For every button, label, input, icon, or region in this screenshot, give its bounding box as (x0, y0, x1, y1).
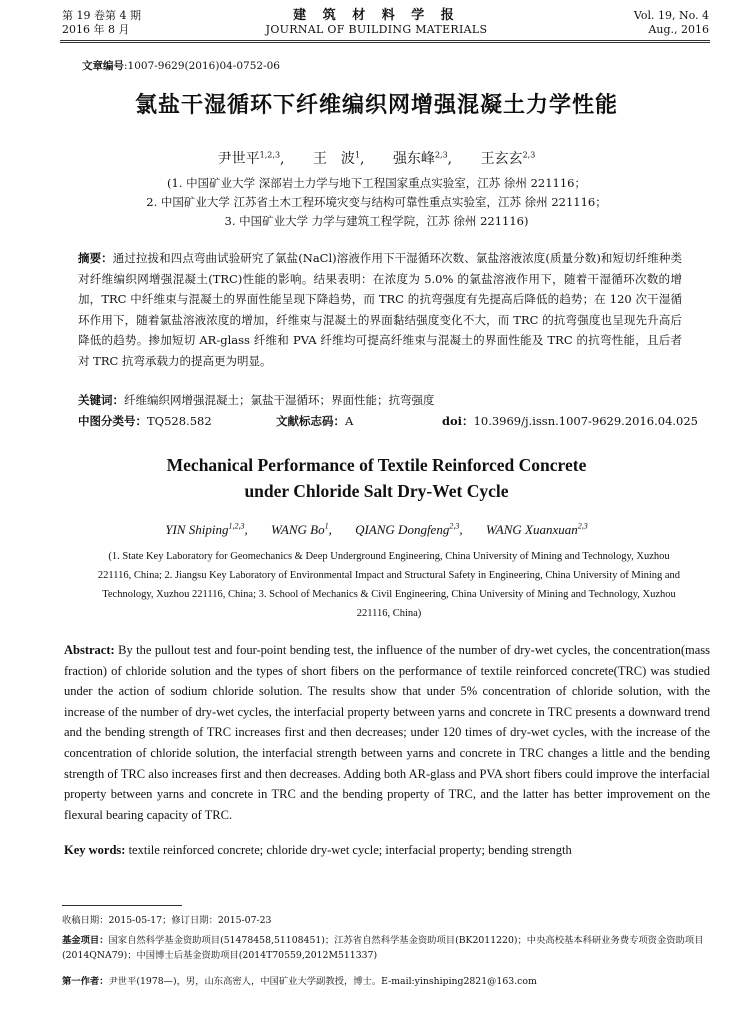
affiliation-cn-1: (1. 中国矿业大学 深部岩土力学与地下工程国家重点实验室，江苏 徐州 221116； (167, 176, 586, 190)
journal-name-cn: 建 筑 材 料 学 报 (293, 8, 460, 23)
keywords-cn (78, 392, 698, 408)
footnote-rule (62, 905, 182, 906)
abstract-cn-text: 通过拉拔和四点弯曲试验研究了氯盐(NaCl)溶液作用下干湿循环次数、氯盐溶液浓度(质量分数)和短切纤维种类对纤维编织网增强混凝土(TRC)性能的影响。结果表明：在浓度为 5.0% 的氯盐溶液作用下，随着干湿循环次数的增加，TRC 中纤维束与混凝土的界面性能呈现下降趋势，而 TRC 的抗弯强度有先提高后降低的趋势；在 120 次干湿循环作用下，随着氯盐溶液浓度的增加，纤维束与混凝土的界面黏结强度变化不大，而 TRC 的抗弯强度也呈现先升高后降低的趋势。掺加短切 AR-glass 纤维和 PVA 纤维均可提高纤维束与混凝土的界面性能及 TRC 的抗弯性能，且后者对 TRC 抗弯承载力的提高更为明显。 (78, 251, 682, 368)
keywords-en (64, 843, 710, 858)
header-rule (60, 40, 710, 41)
running-header-right (634, 9, 709, 37)
article-number (82, 58, 280, 73)
title-en (0, 452, 753, 504)
author-en: YIN Shiping$^{1,2,3}$, (165, 522, 248, 538)
fund-text: 国家自然科学基金资助项目(51478458,51108451)；江苏省自然科学基金资助项目(BK2011220)；中央高校基本科研业务费专项资金资助项目(2014QNA79)；中国博士后基金资助项目(2014T70559,2012M511337) (62, 935, 704, 961)
affiliations-en: (1. State Key Laboratory for Geomechanics & Deep Underground Engineering, China University of Mining and Technology, Xuzhou 221116, China; 2. Jiangsu Key Laboratory of Environmental Impact and Structural Safety in Engineering, China University of Mining and Technology, Xuzhou 221116, China; 3. School of Mechanics & Civil Engineering, China University of Mining and Technology, Xuzhou 221116, China) (97, 551, 681, 619)
author-cn: 王玄玄$^{2,3}$ (480, 150, 536, 167)
date-cn: 2016 年 8 月 (62, 23, 130, 36)
author-en: WANG Bo$^1$, (270, 522, 332, 538)
volume-issue-en: Vol. 19, No. 4 (633, 9, 709, 22)
author-cn: 尹世平$^{1,2,3}$, (217, 150, 285, 167)
abstract-en (64, 640, 710, 825)
document-code: 文献标志码：A (276, 414, 354, 428)
title-en-line-1: Mechanical Performance of Textile Reinforced Concrete (166, 455, 587, 475)
affiliation-cn-2: 2. 中国矿业大学 江苏省土木工程环境灾变与结构可靠性重点实验室，江苏 徐州 221116； (146, 195, 607, 209)
authors-cn (0, 148, 753, 168)
abstract-cn-label: 摘要： (78, 251, 113, 265)
article-number-value: :1007-9629(2016)04-0752-06 (124, 60, 280, 72)
title-cn: 氯盐干湿循环下纤维编织网增强混凝土力学性能 (134, 92, 618, 118)
footnote-received: 收稿日期：2015-05-17；修订日期：2015-07-23 (62, 915, 272, 926)
clc-code: 中图分类号：TQ528.582 (78, 414, 212, 428)
abstract-en-text: By the pullout test and four-point bending test, the influence of the number of dry-wet cycles, the concentration(mass fraction) of chloride solution and the types of short fibers on the performance of textile reinforced concrete(TRC) was studied under the action of sodium chloride solution. The results show that under 5% concentration of chloride solution, with the increase of the number of dry-wet cycles, the interfacial property between yarns and concrete in TRC presents a downward trend and the bending strength of TRC increases first and then decreases; under 120 times of dry-wet cycles, with the increase of the concentration of chloride solution, the interfacial strength between yarns and concrete in TRC changes a little and the bending strength of TRC also increases first and then decreases. Adding both AR-glass and PVA short fibers could improve the interfacial property between yarns and concrete in TRC and the bending property of TRC, and the latter has better improvement on the flexural bearing capacity of TRC. (64, 643, 710, 822)
keywords-en-text: textile reinforced concrete; chloride dry-wet cycle; interfacial property; bending strength (125, 843, 572, 857)
author-label: 第一作者： (62, 976, 109, 987)
authors-en (0, 522, 753, 538)
keywords-en-label: Key words: (64, 843, 126, 857)
article-number-label: 文章编号 (82, 60, 124, 72)
footnote-fund (62, 933, 712, 963)
abstract-en-label: Abstract: (64, 643, 115, 657)
volume-issue-cn: 第 19 卷第 4 期 (62, 9, 141, 22)
author-text: 尹世平(1978—)，男，山东高密人，中国矿业大学副教授，博士。E-mail:yinshiping2821@163.com (108, 976, 537, 987)
author-cn: 强东峰$^{2,3}$, (392, 150, 453, 167)
journal-name-en: JOURNAL OF BUILDING MATERIALS (265, 23, 488, 36)
date-en: Aug., 2016 (648, 23, 709, 36)
abstract-cn (78, 248, 682, 371)
doi: doi：10.3969/j.issn.1007-9629.2016.04.025 (441, 414, 698, 428)
keywords-cn-label: 关键词： (78, 393, 124, 407)
keywords-cn-text: 纤维编织网增强混凝土；氯盐干湿循环；界面性能；抗弯强度 (124, 393, 435, 407)
affiliation-cn-3: 3. 中国矿业大学 力学与建筑工程学院，江苏 徐州 221116) (224, 214, 529, 228)
author-en: QIANG Dongfeng$^{2,3}$, (355, 522, 463, 538)
author-en: WANG Xuanxuan$^{2,3}$ (485, 522, 588, 538)
fund-label: 基金项目： (62, 935, 109, 946)
title-en-line-2: under Chloride Salt Dry-Wet Cycle (244, 481, 509, 501)
header-rule-thin (60, 42, 710, 43)
footnote-author (62, 974, 712, 989)
author-cn: 王 波$^1$, (312, 150, 365, 167)
